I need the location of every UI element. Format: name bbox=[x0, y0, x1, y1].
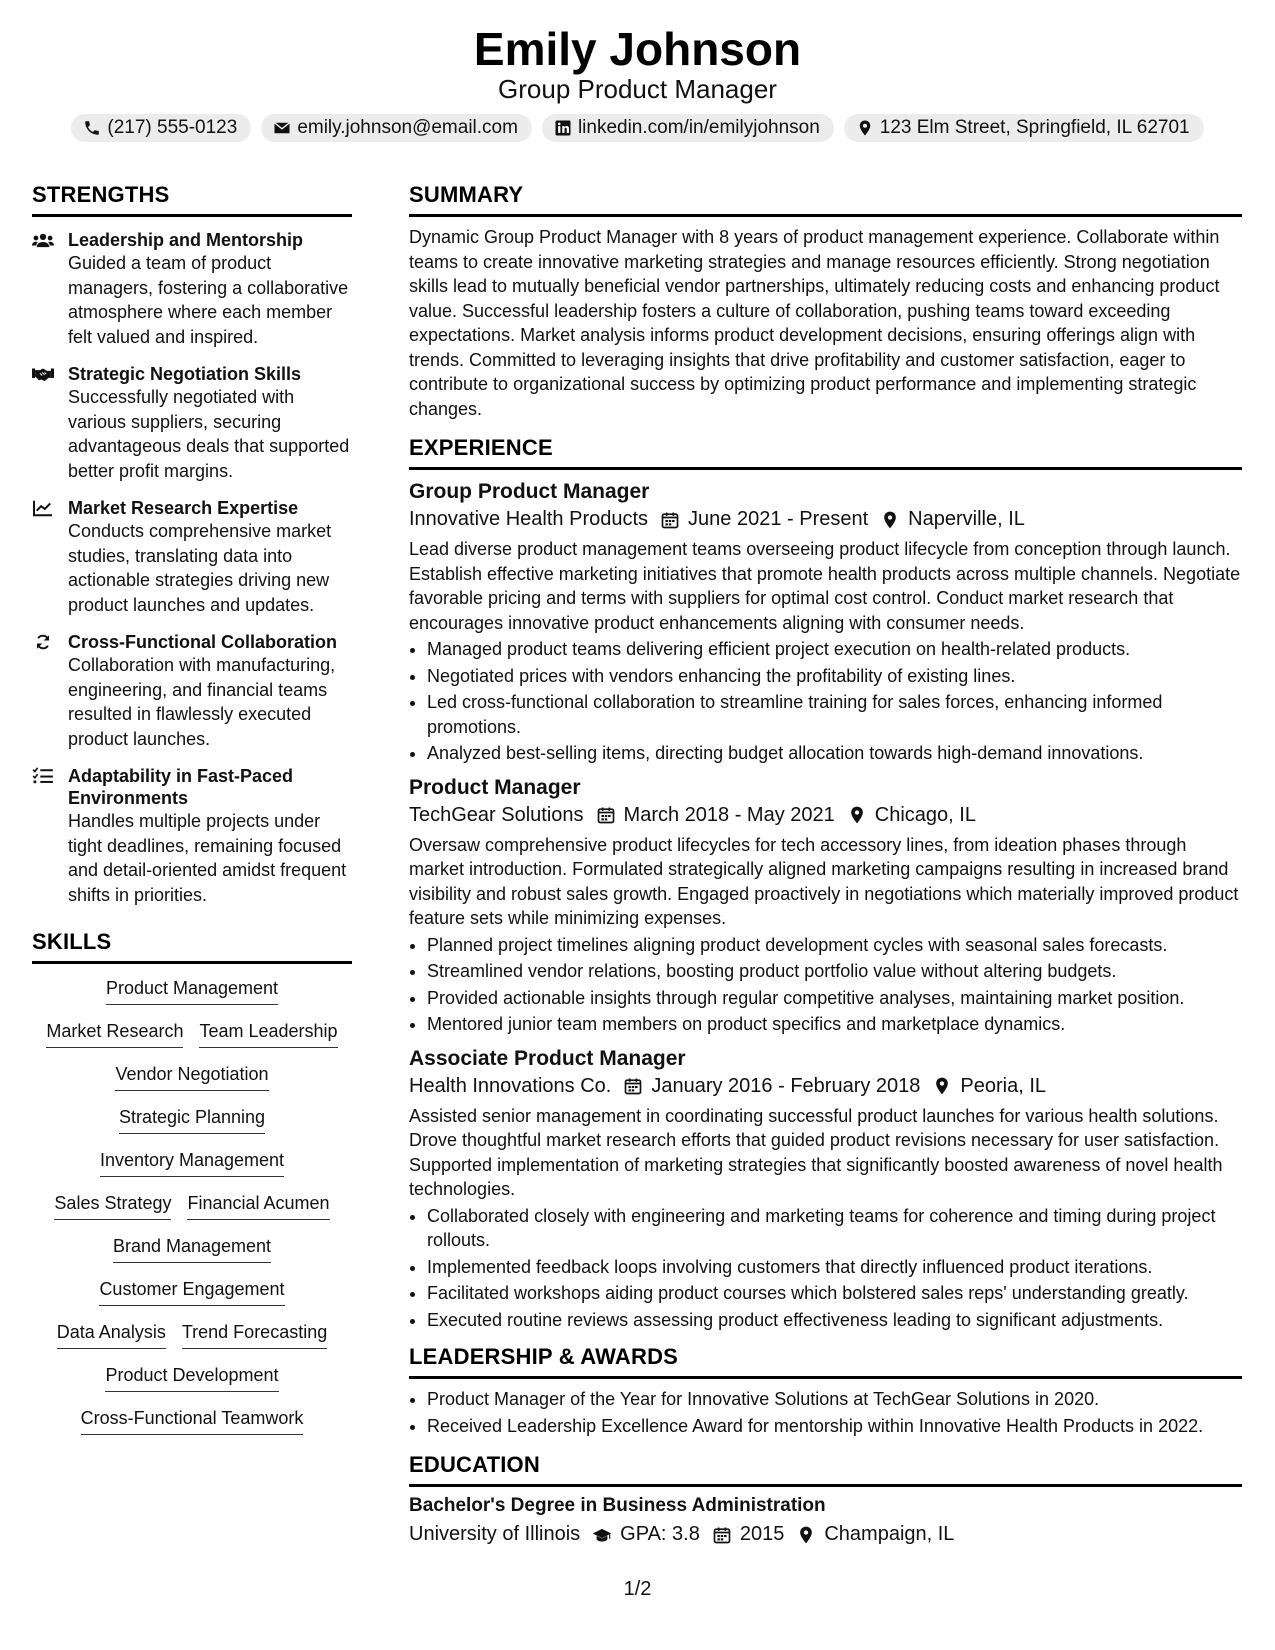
job-dates: March 2018 - May 2021 bbox=[623, 803, 835, 826]
skill-tag: Trend Forecasting bbox=[182, 1320, 327, 1349]
graduation-cap-icon bbox=[592, 1525, 612, 1545]
awards-heading: LEADERSHIP & AWARDS bbox=[409, 1344, 1242, 1379]
contact-phone[interactable] bbox=[71, 114, 251, 142]
map-pin-icon bbox=[847, 805, 867, 825]
strength-desc: Handles multiple projects under tight deadlines, remaining focused and detail-oriented amidst frequent shifts in priorities. bbox=[68, 811, 347, 905]
candidate-title: Group Product Manager bbox=[498, 74, 777, 104]
skill-row bbox=[32, 1406, 352, 1435]
users-icon bbox=[32, 231, 54, 249]
skill-tag: Vendor Negotiation bbox=[115, 1062, 268, 1091]
gpa-text: GPA: 3.8 bbox=[620, 1523, 700, 1545]
handshake-icon bbox=[32, 365, 54, 383]
skill-tag: Sales Strategy bbox=[54, 1191, 171, 1220]
job-bullet: • Streamlined vendor relations, boosting product portfolio value without altering budgets. bbox=[427, 959, 1242, 984]
contact-linkedin[interactable] bbox=[542, 114, 834, 142]
skill-tag: Team Leadership bbox=[199, 1019, 337, 1048]
phone-icon bbox=[83, 119, 101, 137]
job-bullet: • Executed routine reviews assessing product effectiveness leading to significant adjustments. bbox=[427, 1308, 1242, 1333]
school-name: University of Illinois bbox=[409, 1523, 581, 1545]
skill-tag: Data Analysis bbox=[57, 1320, 166, 1349]
strength-item bbox=[32, 631, 352, 751]
company-name: TechGear Solutions bbox=[409, 803, 584, 826]
job-meta bbox=[409, 1075, 1242, 1098]
education-heading: EDUCATION bbox=[409, 1452, 1242, 1487]
skill-row bbox=[32, 1363, 352, 1392]
job-entry bbox=[409, 1047, 1242, 1333]
left-column bbox=[32, 182, 352, 1449]
job-bullet: • Mentored junior team members on product specifics and marketplace dynamics. bbox=[427, 1012, 1242, 1037]
job-title: Associate Product Manager bbox=[409, 1046, 686, 1070]
experience-heading: EXPERIENCE bbox=[409, 435, 1242, 470]
strength-title: Market Research Expertise bbox=[68, 498, 299, 518]
job-bullet: • Managed product teams delivering efficient project execution on health-related products. bbox=[427, 637, 1242, 662]
skill-tag: Product Development bbox=[105, 1363, 278, 1392]
job-dates: January 2016 - February 2018 bbox=[651, 1074, 921, 1097]
calendar-icon bbox=[623, 1076, 643, 1096]
right-column bbox=[409, 182, 1242, 1552]
strength-title: Adaptability in Fast-Paced Environments bbox=[68, 766, 294, 808]
strength-item bbox=[32, 765, 352, 907]
experience-list bbox=[409, 480, 1242, 1332]
job-bullets bbox=[409, 1204, 1242, 1333]
skill-row bbox=[32, 1148, 352, 1177]
contact-phone-text: (217) 555-0123 bbox=[107, 117, 238, 138]
job-location: Peoria, IL bbox=[960, 1074, 1047, 1097]
candidate-name: Emily Johnson bbox=[473, 23, 802, 75]
strength-item bbox=[32, 229, 352, 349]
strength-desc: Collaboration with manufacturing, engineering, and financial teams resulted in flawlessly executed product launches. bbox=[68, 655, 336, 749]
strength-title: Cross-Functional Collaboration bbox=[68, 632, 338, 652]
skills-list bbox=[32, 976, 352, 1435]
job-meta bbox=[409, 804, 1242, 827]
job-bullets bbox=[409, 637, 1242, 766]
job-bullet: • Led cross-functional collaboration to streamline training for sales forces, enhancing informed promotions. bbox=[427, 690, 1242, 739]
job-description: Lead diverse product management teams overseeing product lifecycle from conception through launch. Establish effective marketing initiatives that promote health products across multiple channels. Negotiate favorable pricing and terms with suppliers for optimal cost control. Conduct market research that encourages innovative product enhancements aligning with consumer needs. bbox=[409, 539, 1241, 633]
map-pin-icon bbox=[856, 119, 874, 137]
job-title: Product Manager bbox=[409, 775, 581, 799]
contact-bar bbox=[0, 114, 1275, 142]
job-bullet: • Implemented feedback loops involving customers that directly influenced product iterations. bbox=[427, 1255, 1242, 1280]
skill-tag: Financial Acumen bbox=[187, 1191, 329, 1220]
contact-address[interactable] bbox=[844, 114, 1204, 142]
page-number: 1/2 bbox=[623, 1578, 652, 1600]
contact-email-text: emily.johnson@email.com bbox=[297, 117, 518, 138]
job-meta bbox=[409, 508, 1242, 531]
map-pin-icon bbox=[932, 1076, 952, 1096]
company-name: Health Innovations Co. bbox=[409, 1074, 612, 1097]
degree-title: Bachelor's Degree in Business Administration bbox=[409, 1495, 826, 1516]
skill-row bbox=[32, 1105, 352, 1134]
job-bullet: • Analyzed best-selling items, directing budget allocation towards high-demand innovations. bbox=[427, 741, 1242, 766]
contact-linkedin-text: linkedin.com/in/emilyjohnson bbox=[577, 117, 820, 138]
job-bullet: • Collaborated closely with engineering and marketing teams for coherence and timing during project rollouts. bbox=[427, 1204, 1242, 1253]
skill-row bbox=[32, 1234, 352, 1263]
skill-tag: Cross-Functional Teamwork bbox=[81, 1406, 304, 1435]
contact-address-text: 123 Elm Street, Springfield, IL 62701 bbox=[879, 117, 1190, 138]
strengths-heading: STRENGTHS bbox=[32, 182, 352, 217]
strength-item bbox=[32, 363, 352, 483]
job-dates: June 2021 - Present bbox=[688, 508, 869, 530]
skill-row bbox=[32, 976, 352, 1005]
job-bullet: • Negotiated prices with vendors enhancing the profitability of existing lines. bbox=[427, 664, 1242, 689]
job-bullet: • Planned project timelines aligning product development cycles with seasonal sales forecasts. bbox=[427, 933, 1242, 958]
strength-item bbox=[32, 497, 352, 617]
skill-tag: Brand Management bbox=[113, 1234, 271, 1263]
skill-tag: Customer Engagement bbox=[99, 1277, 284, 1306]
awards-list bbox=[409, 1387, 1242, 1438]
summary-text: Dynamic Group Product Manager with 8 years of product management experience. Collaborate within teams to create innovative marketing strategies and manage resources efficiently. Strong negotiation skills lead to mutually beneficial vendor partnerships, ultimately reducing costs and enhancing product value. Successful leadership fosters a culture of collaboration, pushing teams toward exceeding expectations. Market analysis informs product development decisions, ensuring offerings align with trends. Committed to leveraging insights that drive profitability and customer satisfaction, eager to contribute to organizational success by optimizing product performance and implementing strategic changes. bbox=[409, 227, 1220, 419]
skill-row bbox=[32, 1191, 352, 1220]
graduation-year: 2015 bbox=[739, 1523, 785, 1545]
map-pin-icon bbox=[880, 510, 900, 530]
skill-row bbox=[32, 1019, 352, 1048]
job-location: Naperville, IL bbox=[908, 508, 1025, 530]
strength-desc: Conducts comprehensive market studies, translating data into actionable strategies driving new product launches and updates. bbox=[68, 521, 332, 615]
checklist-icon bbox=[32, 767, 54, 785]
job-location: Chicago, IL bbox=[874, 803, 976, 826]
job-bullets bbox=[409, 933, 1242, 1037]
envelope-icon bbox=[273, 119, 291, 137]
skill-tag: Product Management bbox=[106, 976, 278, 1005]
summary-heading: SUMMARY bbox=[409, 182, 1242, 217]
job-bullet: • Provided actionable insights through regular competitive analyses, maintaining market position. bbox=[427, 986, 1242, 1011]
job-description: Assisted senior management in coordinating successful product launches for various health solutions. Drove thoughtful market research efforts that guided product revisions necessary for user satisfaction. Supported implementation of marketing strategies that significantly boosted awareness of novel health technologies. bbox=[409, 1105, 1223, 1199]
award-item: • Received Leadership Excellence Award for mentorship within Innovative Health Products in 2022. bbox=[427, 1414, 1242, 1439]
sync-icon bbox=[32, 633, 54, 651]
skill-row bbox=[32, 1277, 352, 1306]
award-item: • Product Manager of the Year for Innovative Solutions at TechGear Solutions in 2020. bbox=[427, 1387, 1242, 1412]
company-name: Innovative Health Products bbox=[409, 508, 649, 530]
linkedin-icon bbox=[554, 119, 572, 137]
map-pin-icon bbox=[796, 1525, 816, 1545]
skill-tag: Market Research bbox=[46, 1019, 183, 1048]
trend-chart-icon bbox=[32, 499, 54, 517]
job-title: Group Product Manager bbox=[409, 480, 650, 503]
job-entry bbox=[409, 480, 1242, 766]
education-meta bbox=[409, 1523, 1242, 1546]
job-bullet: • Facilitated workshops aiding product courses which bolstered sales reps' understanding greatly. bbox=[427, 1281, 1242, 1306]
job-description: Oversaw comprehensive product lifecycles for tech accessory lines, from ideation phases through market introduction. Formulated strategically aligned marketing campaigns resulting in increased brand visibility and robust sales growth. Engaged proactively in negotiations which materially improved product feature sets while minimizing expenses. bbox=[409, 834, 1239, 928]
school-location: Champaign, IL bbox=[824, 1523, 955, 1545]
skill-row bbox=[32, 1062, 352, 1091]
contact-email[interactable] bbox=[261, 114, 532, 142]
job-entry bbox=[409, 776, 1242, 1037]
strength-desc: Guided a team of product managers, fostering a collaborative atmosphere where each member felt valued and inspired. bbox=[68, 253, 349, 347]
calendar-icon bbox=[596, 805, 616, 825]
skill-tag: Inventory Management bbox=[100, 1148, 284, 1177]
calendar-icon bbox=[660, 510, 680, 530]
strength-title: Strategic Negotiation Skills bbox=[68, 364, 302, 384]
strength-title: Leadership and Mentorship bbox=[68, 230, 304, 250]
strength-desc: Successfully negotiated with various suppliers, securing advantageous deals that supported better profit margins. bbox=[68, 387, 350, 481]
skill-row bbox=[32, 1320, 352, 1349]
skill-tag: Strategic Planning bbox=[119, 1105, 265, 1134]
calendar-icon bbox=[712, 1525, 732, 1545]
skills-heading: SKILLS bbox=[32, 929, 352, 964]
